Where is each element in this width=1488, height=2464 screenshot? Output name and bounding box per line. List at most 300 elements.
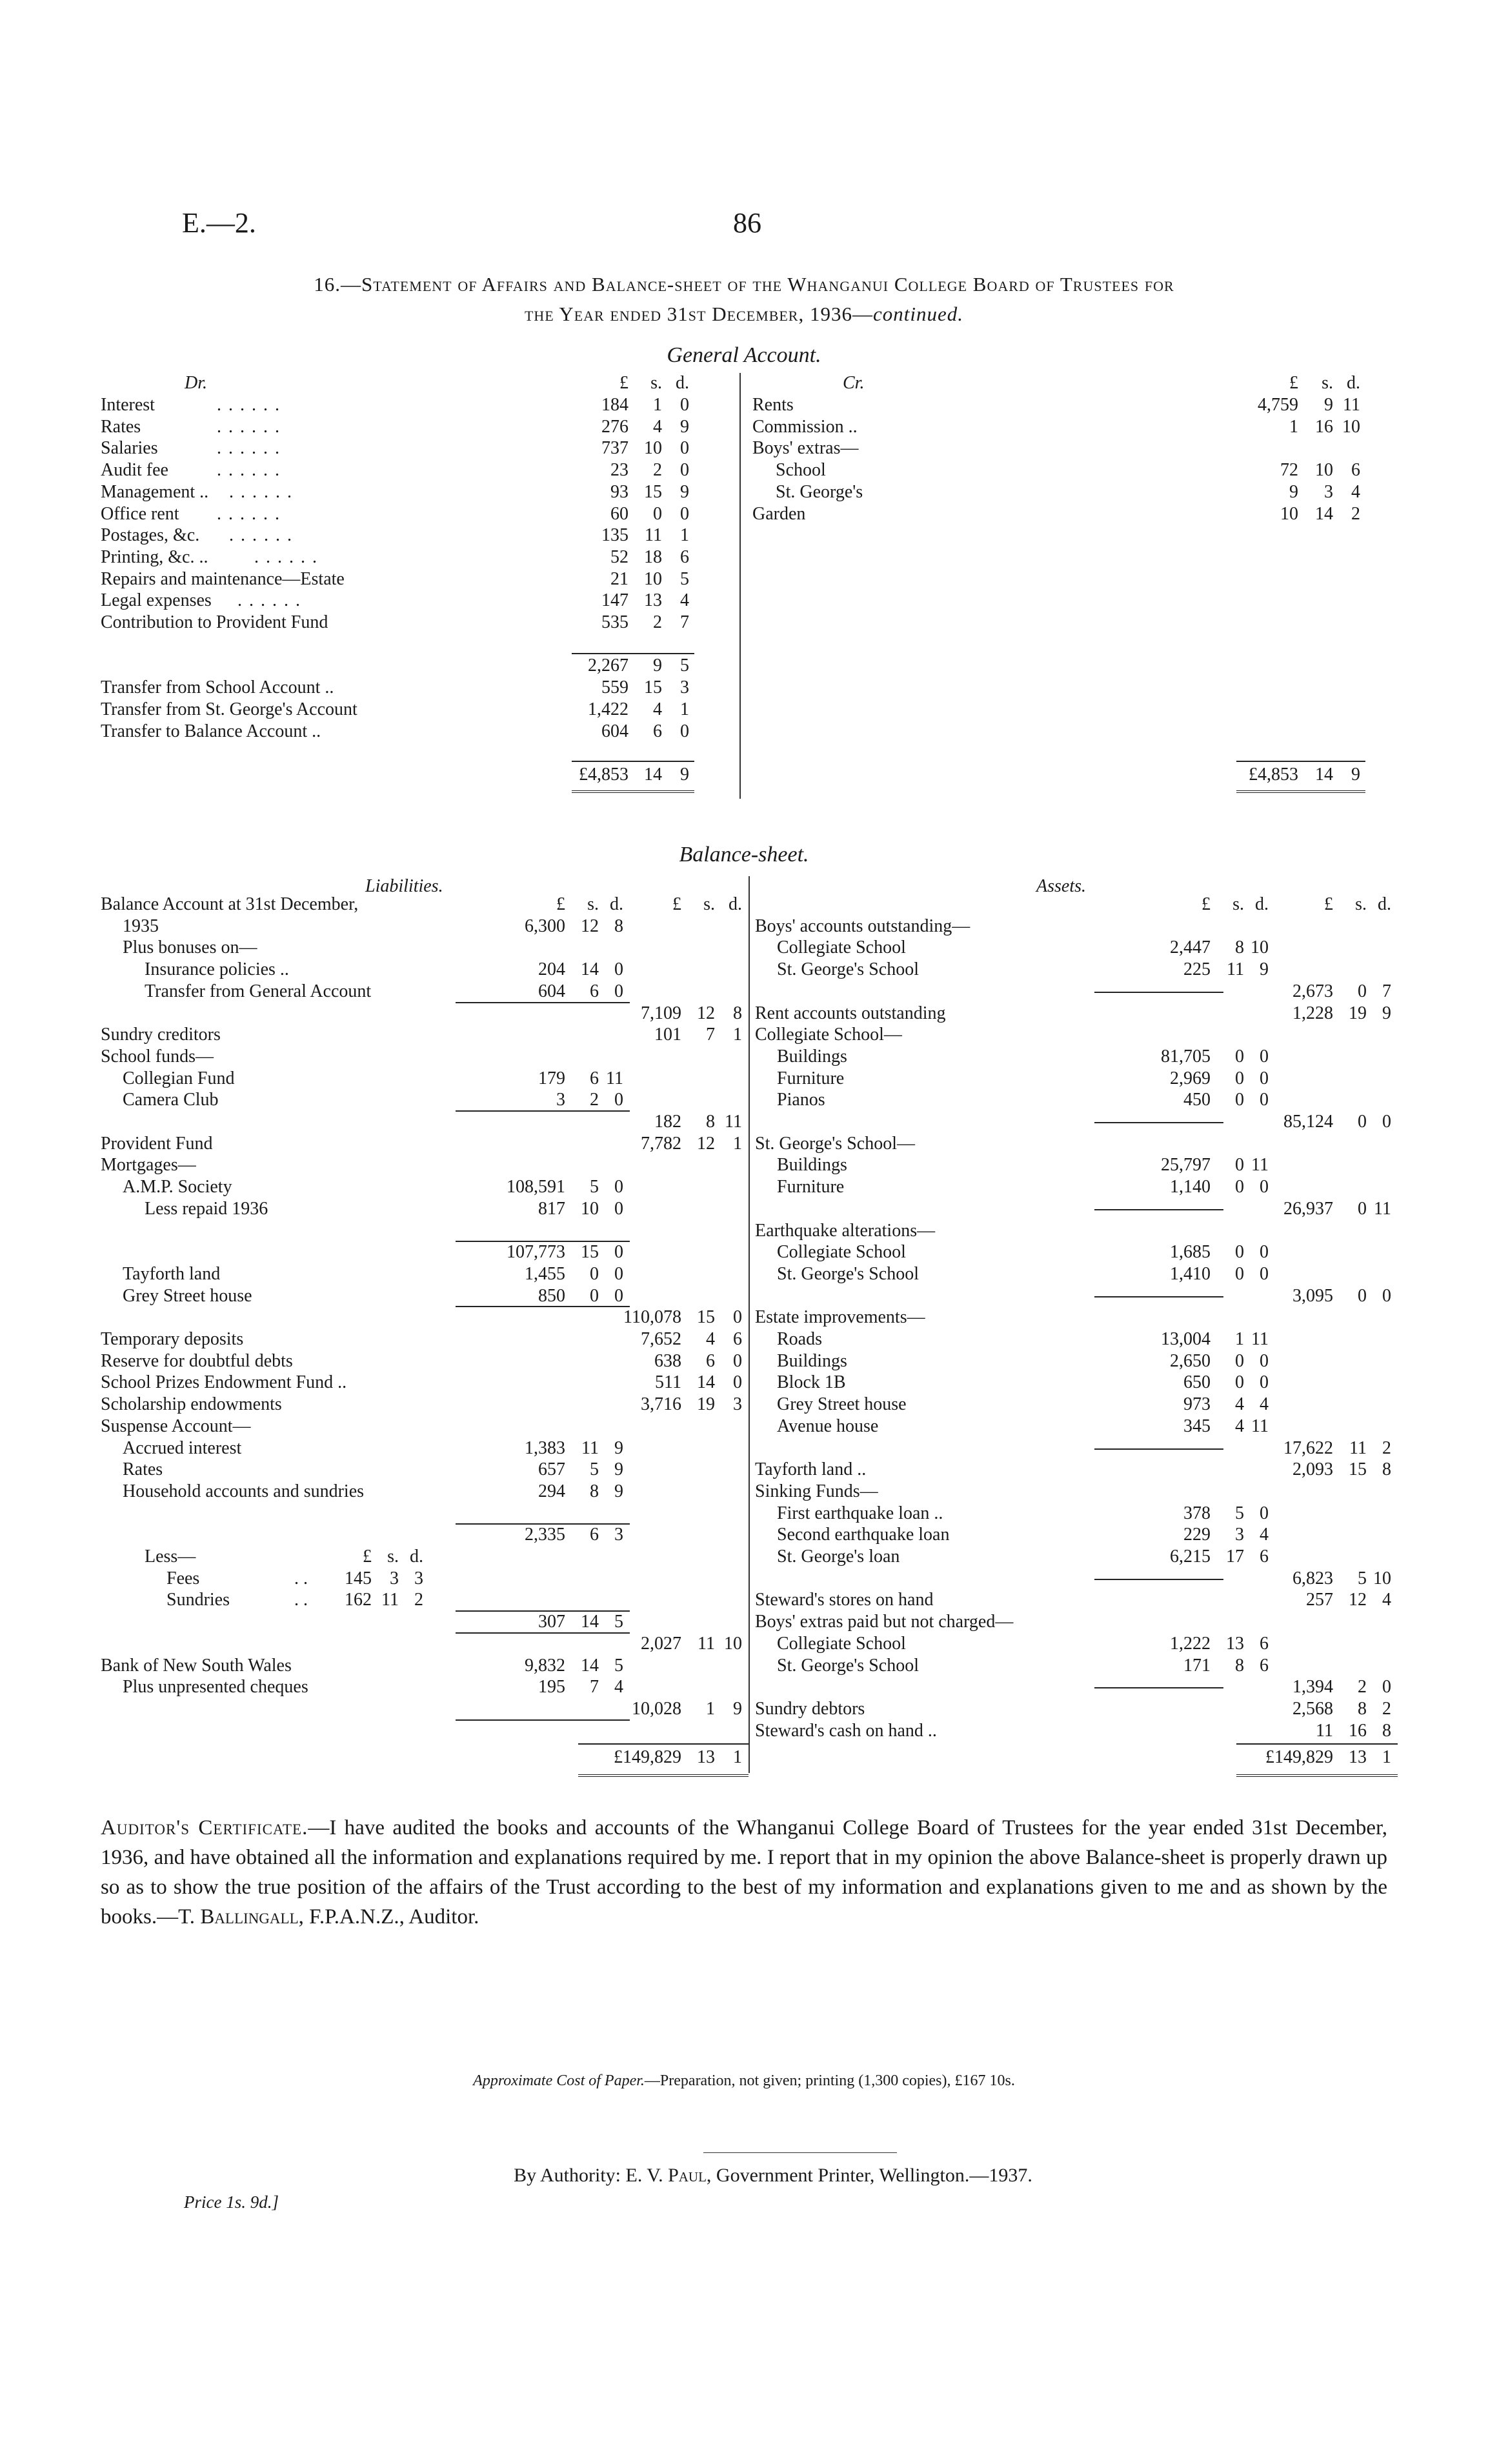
liability-subtotal-rule — [456, 1719, 630, 1721]
asset-inner-pounds: 650 — [1183, 1372, 1211, 1393]
liability-label: Household accounts and sundries — [123, 1481, 365, 1501]
dr-item-label: Audit fee — [101, 460, 168, 481]
dr-transfer-label: Transfer from School Account .. — [101, 677, 334, 698]
asset-outer-shillings: 2 — [1358, 1677, 1367, 1698]
cr-item-pounds: 10 — [1280, 503, 1298, 524]
liability-inner-shillings: 14 — [581, 959, 599, 980]
dr-item-pounds: 93 — [610, 481, 628, 502]
asset-outer-pounds: £ — [1324, 894, 1333, 914]
asset-inner-pence: 0 — [1260, 1503, 1269, 1523]
asset-outer-pence: 8 — [1382, 1459, 1391, 1480]
asset-inner-shillings: 4 — [1235, 1416, 1244, 1436]
dr-item-shillings: 0 — [653, 503, 662, 524]
asset-inner-pounds: £ — [1201, 894, 1211, 914]
asset-inner-pounds: 378 — [1183, 1503, 1211, 1523]
page-number: 86 — [733, 207, 761, 239]
dr-item-label: Repairs and maintenance—Estate — [101, 568, 345, 589]
less-sundries-shillings: 11 — [381, 1590, 399, 1610]
liability-inner-pounds: 107,773 — [507, 1242, 565, 1263]
asset-label: Avenue house — [777, 1416, 879, 1436]
liability-outer-shillings: 11 — [698, 1633, 715, 1654]
liability-inner-rule — [456, 1610, 630, 1612]
less-leader: . . — [294, 1590, 308, 1610]
asset-inner-shillings: 0 — [1235, 1068, 1244, 1088]
liability-outer-pence: d. — [729, 894, 742, 914]
asset-inner-shillings: s. — [1232, 894, 1244, 914]
asset-label: Furniture — [777, 1177, 845, 1197]
asset-outer-pence: 2 — [1382, 1698, 1391, 1719]
balance-divider — [749, 876, 750, 1773]
cr-item-pence: 6 — [1351, 460, 1360, 481]
asset-inner-pounds: 345 — [1183, 1416, 1211, 1436]
dr-item-pounds: 737 — [601, 438, 628, 459]
asset-inner-shillings: 8 — [1235, 1655, 1244, 1676]
dr-item-shillings: 2 — [653, 612, 662, 632]
asset-label: Collegiate School — [777, 1633, 906, 1654]
asset-subtotal-rule — [1094, 1296, 1223, 1297]
liability-inner-pence: 3 — [614, 1525, 623, 1545]
asset-inner-shillings: 1 — [1235, 1329, 1244, 1349]
asset-label: Tayforth land .. — [755, 1459, 867, 1480]
liability-label: Plus bonuses on— — [123, 937, 257, 958]
liability-inner-shillings: 15 — [581, 1242, 599, 1263]
asset-inner-pounds: 1,222 — [1170, 1633, 1211, 1654]
asset-inner-pence: 6 — [1260, 1547, 1269, 1567]
liability-inner-pence: 9 — [614, 1437, 623, 1458]
cr-item-pence: 4 — [1351, 481, 1360, 502]
liability-inner-pence: 0 — [614, 1177, 623, 1197]
liability-inner-pence: d. — [610, 894, 623, 914]
liability-outer-shillings: 1 — [706, 1698, 715, 1719]
liability-inner-shillings: 6 — [590, 1525, 599, 1545]
dr-total-shillings: 14 — [644, 765, 662, 785]
asset-inner-pounds: 2,447 — [1170, 937, 1211, 958]
liability-label: Mortgages— — [101, 1155, 196, 1176]
liability-inner-pence: 4 — [614, 1677, 623, 1698]
asset-label: Block 1B — [777, 1372, 846, 1393]
asset-label: Sinking Funds— — [755, 1481, 878, 1501]
liability-label: Less— — [145, 1547, 196, 1567]
asset-inner-pence: 4 — [1260, 1394, 1269, 1415]
asset-total-pence: 1 — [1382, 1747, 1391, 1768]
liability-outer-pounds: 3,716 — [641, 1394, 681, 1415]
liability-inner-pence: 0 — [614, 1263, 623, 1284]
dr-transfer-shillings: 6 — [653, 721, 662, 741]
dr-item-pounds: 23 — [610, 460, 628, 481]
liab-total-pounds: £149,829 — [614, 1747, 681, 1768]
asset-inner-pounds: 25,797 — [1161, 1155, 1211, 1176]
liab-total-pence: 1 — [733, 1747, 742, 1768]
asset-inner-shillings: 0 — [1235, 1155, 1244, 1176]
asset-label: Boys' extras paid but not charged— — [755, 1612, 1014, 1632]
asset-label: Grey Street house — [777, 1394, 907, 1415]
asset-inner-shillings: 5 — [1235, 1503, 1244, 1523]
dr-item-pounds: 135 — [601, 525, 628, 546]
dr-item-leader: . . . . . . — [217, 503, 281, 524]
liability-outer-pounds: 7,782 — [641, 1133, 681, 1154]
asset-outer-pence: 11 — [1374, 1198, 1391, 1219]
asset-label: Pianos — [777, 1090, 825, 1110]
asset-outer-pounds: 1,228 — [1292, 1003, 1333, 1023]
asset-label: First earthquake loan .. — [777, 1503, 943, 1523]
asset-inner-pounds: 2,969 — [1170, 1068, 1211, 1088]
dr-item-label: Postages, &c. — [101, 525, 200, 546]
document-code: E.—2. — [182, 207, 256, 239]
asset-inner-shillings: 0 — [1235, 1242, 1244, 1263]
asset-inner-pence: 0 — [1260, 1090, 1269, 1110]
general-divider — [739, 373, 741, 799]
asset-outer-pence: 0 — [1382, 1677, 1391, 1698]
dr-subtotal-rule — [572, 653, 694, 654]
asset-label: St. George's School — [777, 959, 919, 980]
asset-outer-pounds: 2,673 — [1292, 981, 1333, 1001]
dr-item-shillings: 11 — [645, 525, 662, 546]
liability-label: Sundry creditors — [101, 1025, 221, 1045]
asset-label: Second earthquake loan — [777, 1525, 950, 1545]
liability-outer-pounds: 511 — [655, 1372, 681, 1393]
asset-subtotal-rule — [1094, 1122, 1223, 1123]
asset-outer-shillings: 15 — [1349, 1459, 1367, 1480]
dr-total-pounds: £4,853 — [579, 765, 628, 785]
cr-currency-head-pence: d. — [1347, 373, 1360, 393]
dr-item-label: Interest — [101, 395, 155, 415]
liability-outer-pence: 11 — [725, 1112, 742, 1132]
liability-inner-pounds: 657 — [538, 1459, 565, 1480]
dr-transfer-pence: 3 — [680, 677, 689, 698]
liability-outer-pounds: 7,652 — [641, 1329, 681, 1349]
asset-outer-pounds: 2,093 — [1292, 1459, 1333, 1480]
asset-inner-pounds: 1,140 — [1170, 1177, 1211, 1197]
asset-inner-shillings: 0 — [1235, 1177, 1244, 1197]
asset-outer-pence: 0 — [1382, 1285, 1391, 1306]
liability-outer-pence: 8 — [733, 1003, 742, 1023]
cr-item-label: Rents — [752, 395, 794, 415]
dr-transfer-label: Transfer from St. George's Account — [101, 699, 357, 719]
cr-item-pounds: 4,759 — [1258, 395, 1298, 415]
liability-outer-shillings: 8 — [706, 1112, 715, 1132]
asset-label: Rent accounts outstanding — [755, 1003, 946, 1023]
dr-item-leader: . . . . . . — [229, 481, 293, 502]
dr-item-shillings: 18 — [644, 546, 662, 567]
asset-inner-shillings: 8 — [1235, 937, 1244, 958]
liability-inner-rule — [456, 1523, 630, 1525]
asset-inner-pounds: 450 — [1183, 1090, 1211, 1110]
dr-item-pence: 0 — [680, 503, 689, 524]
asset-inner-pence: 11 — [1251, 1155, 1269, 1176]
liability-subtotal-rule — [456, 1110, 630, 1112]
asset-label: Buildings — [777, 1155, 847, 1176]
asset-outer-pounds: 6,823 — [1292, 1568, 1333, 1588]
asset-outer-pence: 2 — [1382, 1437, 1391, 1458]
dr-heading: Dr. — [185, 373, 208, 393]
asset-inner-pounds: 13,004 — [1161, 1329, 1211, 1349]
dr-item-leader: . . . . . . — [217, 460, 281, 481]
asset-total-shillings: 13 — [1349, 1747, 1367, 1768]
asset-inner-pence: 0 — [1260, 1350, 1269, 1371]
asset-inner-shillings: 11 — [1227, 959, 1244, 980]
liability-outer-shillings: 12 — [697, 1133, 715, 1154]
asset-label: Buildings — [777, 1046, 847, 1067]
liability-inner-pence: 9 — [614, 1459, 623, 1480]
general-account-table — [101, 373, 1391, 812]
dr-item-shillings: 10 — [644, 438, 662, 459]
dr-item-label: Management .. — [101, 481, 209, 502]
liability-inner-pounds: 179 — [538, 1068, 565, 1088]
asset-label: St. George's School — [777, 1655, 919, 1676]
asset-outer-shillings: s. — [1355, 894, 1367, 914]
general-account-heading: General Account. — [667, 343, 821, 367]
dr-item-leader: . . . . . . — [217, 416, 281, 437]
dr-item-leader: . . . . . . — [217, 438, 281, 459]
dr-item-pence: 9 — [680, 416, 689, 437]
balance-sheet-table — [101, 876, 1391, 1792]
asset-outer-shillings: 0 — [1358, 1285, 1367, 1306]
liability-outer-shillings: s. — [703, 894, 715, 914]
asset-outer-pounds: 85,124 — [1283, 1112, 1333, 1132]
liab-total-shillings: 13 — [697, 1747, 715, 1768]
liability-label: Sundries — [166, 1590, 230, 1610]
dr-item-shillings: 4 — [653, 416, 662, 437]
dr-transfer-label: Transfer to Balance Account .. — [101, 721, 321, 741]
liability-inner-pounds: 1,383 — [525, 1437, 565, 1458]
asset-label: St. George's School — [777, 1263, 919, 1284]
liability-inner-shillings: 12 — [581, 916, 599, 936]
dr-currency-head-pence: d. — [676, 373, 689, 393]
dr-item-pence: 4 — [680, 590, 689, 611]
liability-inner-pence: 5 — [614, 1655, 623, 1676]
asset-total-rule-bottom — [1236, 1774, 1398, 1777]
liability-inner-pence: 0 — [614, 1198, 623, 1219]
footer-rule — [703, 2152, 897, 2153]
dr-item-pence: 9 — [680, 481, 689, 502]
dr-item-label: Rates — [101, 416, 141, 437]
liability-inner-shillings: s. — [587, 894, 599, 914]
liability-outer-pence: 9 — [733, 1698, 742, 1719]
liability-label: Balance Account at 31st December, — [101, 894, 359, 914]
asset-inner-shillings: 17 — [1226, 1547, 1244, 1567]
liability-outer-pounds: 101 — [654, 1025, 681, 1045]
dr-total-rule-bottom — [572, 790, 694, 793]
asset-inner-pence: 0 — [1260, 1177, 1269, 1197]
cr-item-label: St. George's — [776, 481, 863, 502]
liability-outer-pence: 6 — [733, 1329, 742, 1349]
liability-inner-pounds: 6,300 — [525, 916, 565, 936]
liability-outer-pounds: 110,078 — [623, 1307, 681, 1328]
cr-total-shillings: 14 — [1315, 765, 1333, 785]
liability-inner-pounds: 3 — [556, 1090, 565, 1110]
liability-outer-shillings: 12 — [697, 1003, 715, 1023]
asset-label: Furniture — [777, 1068, 845, 1088]
cr-item-label: School — [776, 460, 826, 481]
asset-inner-pence: 0 — [1260, 1263, 1269, 1284]
balance-sheet-heading: Balance-sheet. — [679, 843, 809, 866]
liability-outer-pounds: 182 — [654, 1112, 681, 1132]
liability-outer-shillings: 6 — [706, 1350, 715, 1371]
dr-item-shillings: 13 — [644, 590, 662, 611]
liab-total-rule-bottom — [578, 1774, 749, 1777]
liability-inner-pence: 8 — [614, 916, 623, 936]
dr-transfer-pounds: 604 — [601, 721, 628, 741]
cr-item-label: Commission .. — [752, 416, 858, 437]
asset-inner-pence: 11 — [1251, 1416, 1269, 1436]
asset-inner-pence: 6 — [1260, 1655, 1269, 1676]
liability-outer-pence: 1 — [733, 1133, 742, 1154]
cr-item-pounds: 72 — [1280, 460, 1298, 481]
printer-authority: By Authority: E. V. Paul, Government Printer, Wellington.—1937. — [514, 2165, 1032, 2186]
liability-inner-pounds: 204 — [538, 959, 565, 980]
asset-outer-shillings: 16 — [1349, 1720, 1367, 1741]
asset-inner-pence: 6 — [1260, 1633, 1269, 1654]
asset-outer-pence: 0 — [1382, 1112, 1391, 1132]
asset-outer-shillings: 0 — [1358, 981, 1367, 1001]
liability-label: Rates — [123, 1459, 163, 1480]
asset-label: Estate improvements— — [755, 1307, 925, 1328]
liability-label: Provident Fund — [101, 1133, 213, 1154]
title-line-2: the Year ended 31st December, 1936—continued. — [524, 303, 963, 325]
asset-inner-pounds: 2,650 — [1170, 1350, 1211, 1371]
dr-item-leader: . . . . . . — [237, 590, 301, 611]
asset-label: Collegiate School — [777, 937, 906, 958]
dr-subtotal-pounds: 2,267 — [588, 656, 628, 676]
cr-item-shillings: 3 — [1324, 481, 1333, 502]
dr-transfer-pence: 1 — [680, 699, 689, 719]
liability-inner-pounds: 9,832 — [525, 1655, 565, 1676]
asset-outer-shillings: 0 — [1358, 1112, 1367, 1132]
cr-heading: Cr. — [843, 373, 865, 393]
liability-inner-pounds: 195 — [538, 1677, 565, 1698]
asset-outer-pounds: 3,095 — [1292, 1285, 1333, 1306]
less-fees-shillings: 3 — [390, 1568, 399, 1588]
liability-inner-shillings: 7 — [590, 1677, 599, 1698]
asset-label: Boys' accounts outstanding— — [755, 916, 970, 936]
cost-of-paper: Approximate Cost of Paper.—Preparation, not given; printing (1,300 copies), £167 10s. — [473, 2072, 1015, 2089]
liability-label: Reserve for doubtful debts — [101, 1350, 293, 1371]
asset-label: Steward's stores on hand — [755, 1590, 934, 1610]
dr-transfer-pence: 0 — [680, 721, 689, 741]
asset-label: Buildings — [777, 1350, 847, 1371]
less-head-shillings: s. — [387, 1547, 399, 1567]
liability-subtotal-rule — [456, 1632, 630, 1634]
asset-inner-pence: 0 — [1260, 1372, 1269, 1393]
liability-inner-pounds: 1,455 — [525, 1263, 565, 1284]
liability-outer-shillings: 14 — [697, 1372, 715, 1393]
asset-outer-pence: 7 — [1382, 981, 1391, 1001]
liability-inner-rule — [456, 1241, 630, 1242]
asset-subtotal-rule — [1094, 1209, 1223, 1210]
title-line-1: 16.—Statement of Affairs and Balance-sheet of the Whanganui College Board of Trustees for — [314, 273, 1174, 295]
document-title — [0, 270, 1488, 329]
asset-outer-shillings: 5 — [1358, 1568, 1367, 1588]
less-head-pounds: £ — [363, 1547, 372, 1567]
dr-item-pence: 6 — [680, 546, 689, 567]
liability-inner-shillings: 0 — [590, 1263, 599, 1284]
dr-item-shillings: 10 — [644, 568, 662, 589]
asset-inner-pence: 10 — [1251, 937, 1269, 958]
asset-inner-pounds: 229 — [1183, 1525, 1211, 1545]
asset-inner-pounds: 225 — [1183, 959, 1211, 980]
liability-outer-pounds: 10,028 — [632, 1698, 681, 1719]
liability-inner-shillings: 6 — [590, 1068, 599, 1088]
liability-inner-pounds: 108,591 — [507, 1177, 565, 1197]
liability-label: School Prizes Endowment Fund .. — [101, 1372, 347, 1393]
cr-currency-head-pounds: £ — [1289, 373, 1298, 393]
cr-total-pence: 9 — [1351, 765, 1360, 785]
liability-inner-pounds: 307 — [538, 1612, 565, 1632]
dr-total-pence: 9 — [680, 765, 689, 785]
asset-outer-shillings: 0 — [1358, 1198, 1367, 1219]
asset-inner-pounds: 1,410 — [1170, 1263, 1211, 1284]
liabilities-heading: Liabilities. — [365, 876, 443, 896]
dr-item-label: Salaries — [101, 438, 158, 459]
cr-item-shillings: 14 — [1315, 503, 1333, 524]
cr-item-pence: 10 — [1342, 416, 1360, 437]
cr-item-shillings: 10 — [1315, 460, 1333, 481]
dr-item-pounds: 276 — [601, 416, 628, 437]
liability-inner-shillings: 14 — [581, 1655, 599, 1676]
asset-inner-shillings: 0 — [1235, 1263, 1244, 1284]
asset-inner-pounds: 6,215 — [1170, 1547, 1211, 1567]
liability-inner-shillings: 10 — [581, 1198, 599, 1219]
cr-item-pounds: 1 — [1289, 416, 1298, 437]
liability-label: 1935 — [123, 916, 159, 936]
liability-inner-shillings: 2 — [590, 1090, 599, 1110]
dr-item-pence: 7 — [680, 612, 689, 632]
asset-inner-pounds: 81,705 — [1161, 1046, 1211, 1067]
liability-label: Temporary deposits — [101, 1329, 244, 1349]
dr-item-pounds: 21 — [610, 568, 628, 589]
asset-inner-shillings: 13 — [1226, 1633, 1244, 1654]
liability-inner-shillings: 14 — [581, 1612, 599, 1632]
cr-item-pounds: 9 — [1289, 481, 1298, 502]
liability-inner-pounds: 294 — [538, 1481, 565, 1501]
liability-outer-pence: 0 — [733, 1372, 742, 1393]
asset-inner-shillings: 0 — [1235, 1350, 1244, 1371]
dr-item-label: Printing, &c. .. — [101, 546, 208, 567]
dr-currency-head-shillings: s. — [650, 373, 662, 393]
asset-outer-pence: 10 — [1373, 1568, 1391, 1588]
liability-inner-shillings: 8 — [590, 1481, 599, 1501]
asset-inner-shillings: 3 — [1235, 1525, 1244, 1545]
asset-label: St. George's loan — [777, 1547, 900, 1567]
dr-item-pence: 1 — [680, 525, 689, 546]
asset-inner-pence: 0 — [1260, 1242, 1269, 1263]
dr-item-pounds: 60 — [610, 503, 628, 524]
liability-label: Camera Club — [123, 1090, 219, 1110]
asset-outer-pounds: 2,568 — [1292, 1698, 1333, 1719]
dr-item-leader: . . . . . . — [229, 525, 293, 546]
liability-label: Collegian Fund — [123, 1068, 235, 1088]
liability-inner-shillings: 5 — [590, 1177, 599, 1197]
asset-outer-pence: 4 — [1382, 1590, 1391, 1610]
cr-total-rule-top — [1236, 761, 1365, 762]
liability-inner-pence: 9 — [614, 1481, 623, 1501]
liability-subtotal-rule — [456, 1002, 630, 1003]
liability-label: Plus unpresented cheques — [123, 1677, 308, 1698]
less-fees-pounds: 145 — [345, 1568, 372, 1588]
liability-inner-pence: 0 — [614, 981, 623, 1001]
asset-inner-shillings: 0 — [1235, 1046, 1244, 1067]
liability-inner-shillings: 11 — [581, 1437, 599, 1458]
liability-inner-pounds: 604 — [538, 981, 565, 1001]
dr-transfer-pounds: 559 — [601, 677, 628, 698]
dr-item-pence: 0 — [680, 395, 689, 415]
asset-total-rule-top — [1236, 1743, 1398, 1745]
liability-label: Less repaid 1936 — [145, 1198, 268, 1219]
liability-inner-pence: 0 — [614, 1090, 623, 1110]
liability-outer-pounds: 638 — [654, 1350, 681, 1371]
asset-subtotal-rule — [1094, 1448, 1223, 1450]
dr-subtotal-pence: 5 — [680, 656, 689, 676]
